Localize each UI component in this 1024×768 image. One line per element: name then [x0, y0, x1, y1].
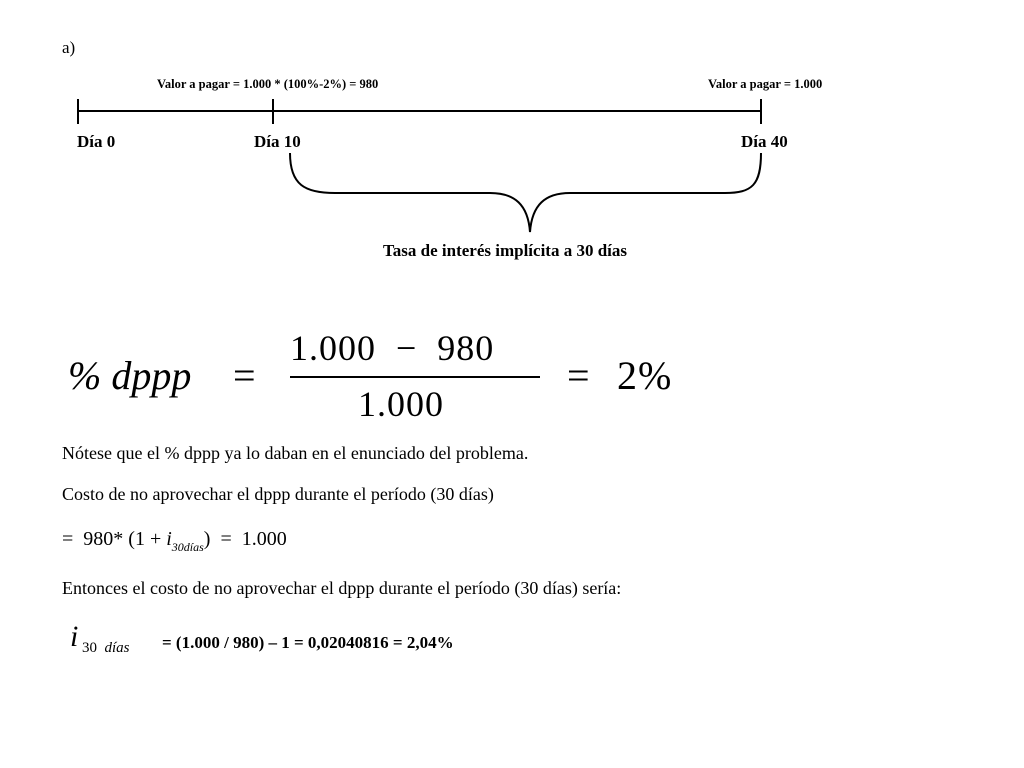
final-subscript — [82, 640, 130, 657]
final-subscript-text: 30 días — [82, 640, 130, 656]
day40-label: Día 40 — [741, 132, 788, 151]
formula-result: 2% — [617, 353, 673, 398]
day10-label: Día 10 — [254, 132, 301, 151]
payment-label-day40: Valor a pagar = 1.000 — [708, 77, 823, 91]
formula-equals: = — [233, 353, 256, 398]
fraction-bar — [290, 376, 540, 378]
final-var: i — [70, 620, 79, 653]
interval-brace — [290, 153, 761, 232]
timeline-diagram — [0, 0, 1024, 270]
note-text: Nótese que el % dppp ya lo daban en el enunciado del problema. — [62, 443, 529, 463]
formula-denominator: 1.000 — [358, 384, 444, 424]
formula-lhs: % dppp — [68, 353, 192, 398]
final-expression: = (1.000 / 980) – 1 = 0,02040816 = 2,04% — [162, 633, 454, 652]
equation-subscript: 30días — [171, 540, 204, 554]
brace-caption: Tasa de interés implícita a 30 días — [383, 241, 627, 260]
payment-label-day10: Valor a pagar = 1.000 * (100%-2%) = 980 — [157, 77, 379, 91]
formula-equals-2: = — [567, 353, 590, 398]
formula-numerator: 1.000 − 980 — [290, 328, 495, 368]
cost-intro-text: Costo de no aprovechar el dppp durante el período (30 días) — [62, 484, 494, 504]
equation-var: i — [166, 528, 172, 550]
equation-suffix: ) = 1.000 — [203, 528, 287, 550]
cost-equation — [62, 528, 287, 554]
day0-label: Día 0 — [77, 132, 116, 151]
part-label: a) — [62, 38, 76, 57]
conclusion-intro-text: Entonces el costo de no aprovechar el dppp durante el período (30 días) sería: — [62, 578, 622, 598]
equation-prefix: = 980* (1 + — [62, 528, 167, 550]
